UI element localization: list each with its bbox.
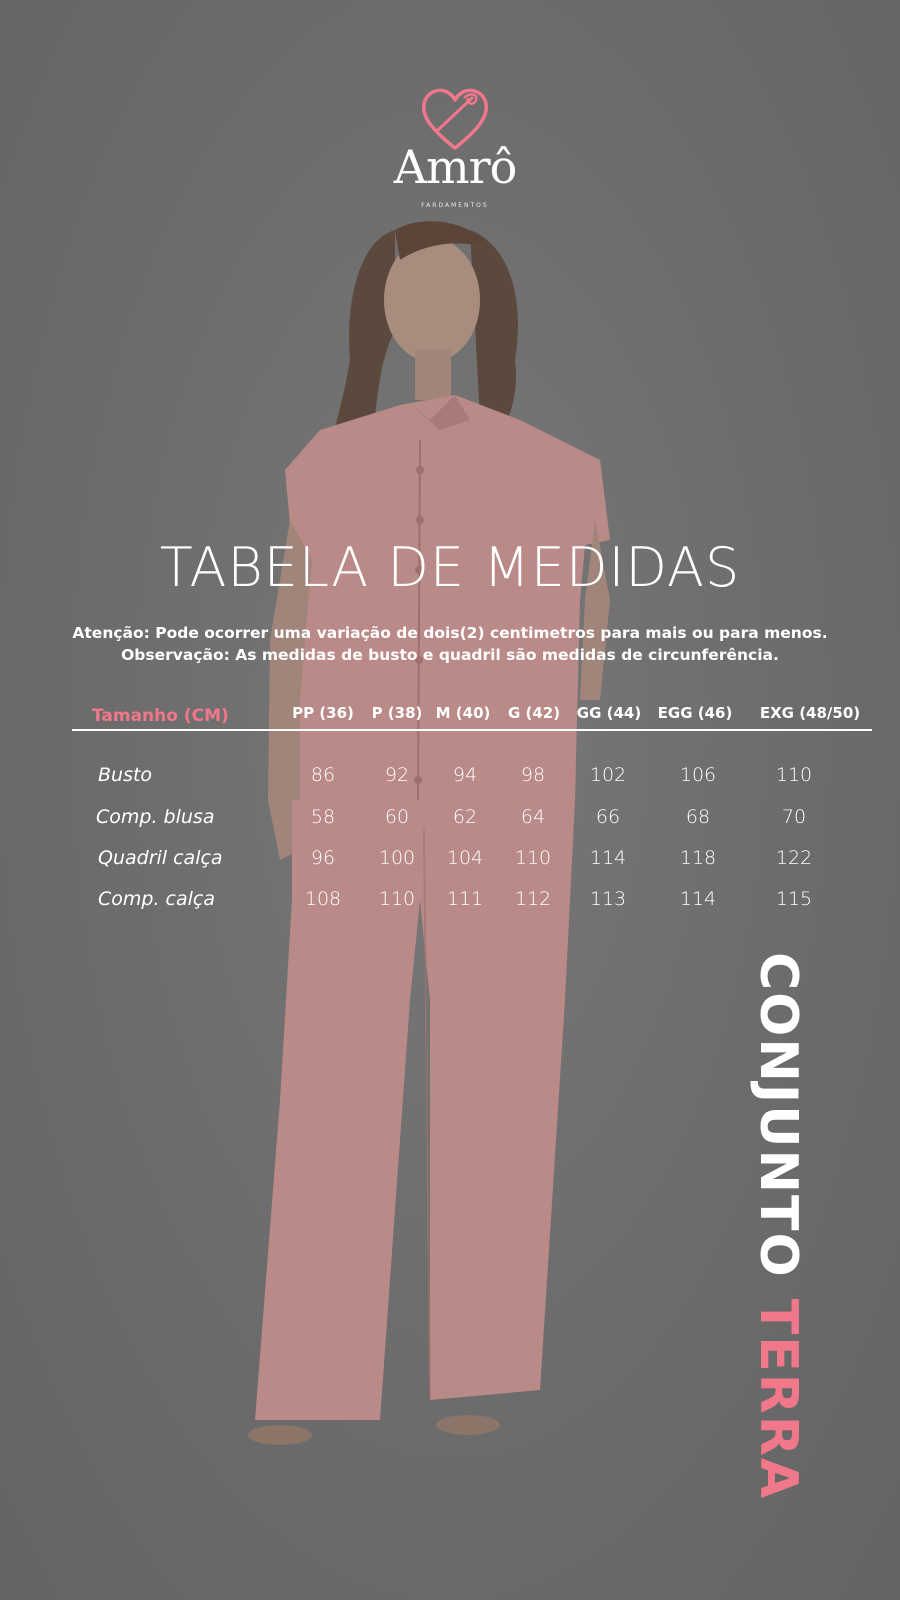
table-cell: 115 [775, 888, 813, 910]
table-cell: 122 [775, 847, 813, 869]
page-title: TABELA DE MEDIDAS [159, 536, 741, 599]
table-cell: 110 [378, 888, 416, 910]
table-cell: 114 [589, 847, 627, 869]
row-label-comp-calca: Comp. calça [98, 888, 215, 910]
table-cell: 58 [310, 806, 336, 828]
table-cell: 64 [520, 806, 546, 828]
product-name-vertical [748, 952, 808, 1501]
header-divider [72, 729, 872, 731]
table-cell: 62 [452, 806, 478, 828]
row-label-busto: Busto [98, 764, 153, 786]
table-cell: 114 [679, 888, 717, 910]
table-cell: 94 [452, 764, 478, 786]
column-header-gg: GG (44) [576, 704, 642, 722]
table-cell: 86 [310, 764, 336, 786]
table-cell: 113 [589, 888, 627, 910]
table-cell: 106 [679, 764, 717, 786]
table-cell: 98 [520, 764, 546, 786]
table-cell: 70 [781, 806, 807, 828]
column-header-egg: EGG (46) [657, 704, 733, 722]
brand-tagline: FARDAMENTOS [421, 202, 489, 209]
table-cell: 111 [446, 888, 484, 910]
column-header-exg: EXG (48/50) [759, 704, 861, 722]
table-cell: 102 [589, 764, 627, 786]
table-cell: 110 [775, 764, 813, 786]
observation-note: Observação: As medidas de busto e quadril são medidas de circunferência. [121, 646, 779, 664]
table-cell: 118 [679, 847, 717, 869]
column-header-p: P (38) [371, 704, 423, 722]
table-cell: 96 [310, 847, 336, 869]
table-cell: 92 [384, 764, 410, 786]
column-header-pp: PP (36) [292, 704, 354, 722]
table-cell: 110 [514, 847, 552, 869]
brand-logo [380, 86, 530, 216]
table-cell: 108 [304, 888, 342, 910]
table-cell: 60 [384, 806, 410, 828]
attention-note: Atenção: Pode ocorrer uma variação de dois(2) centimetros para mais ou para menos. [72, 624, 828, 642]
size-column-label: Tamanho (CM) [92, 706, 229, 726]
product-name-word-2: TERRA [748, 1298, 808, 1501]
column-header-g: G (42) [507, 704, 561, 722]
table-cell: 104 [446, 847, 484, 869]
table-cell: 112 [514, 888, 552, 910]
row-label-comp-blusa: Comp. blusa [96, 806, 215, 828]
brand-name: Amrô [393, 140, 517, 194]
product-name-word-1: CONJUNTO [748, 952, 808, 1279]
row-label-quadril-calca: Quadril calça [98, 847, 223, 869]
column-header-m: M (40) [435, 704, 491, 722]
table-cell: 100 [378, 847, 416, 869]
table-cell: 68 [685, 806, 711, 828]
table-cell: 66 [595, 806, 621, 828]
